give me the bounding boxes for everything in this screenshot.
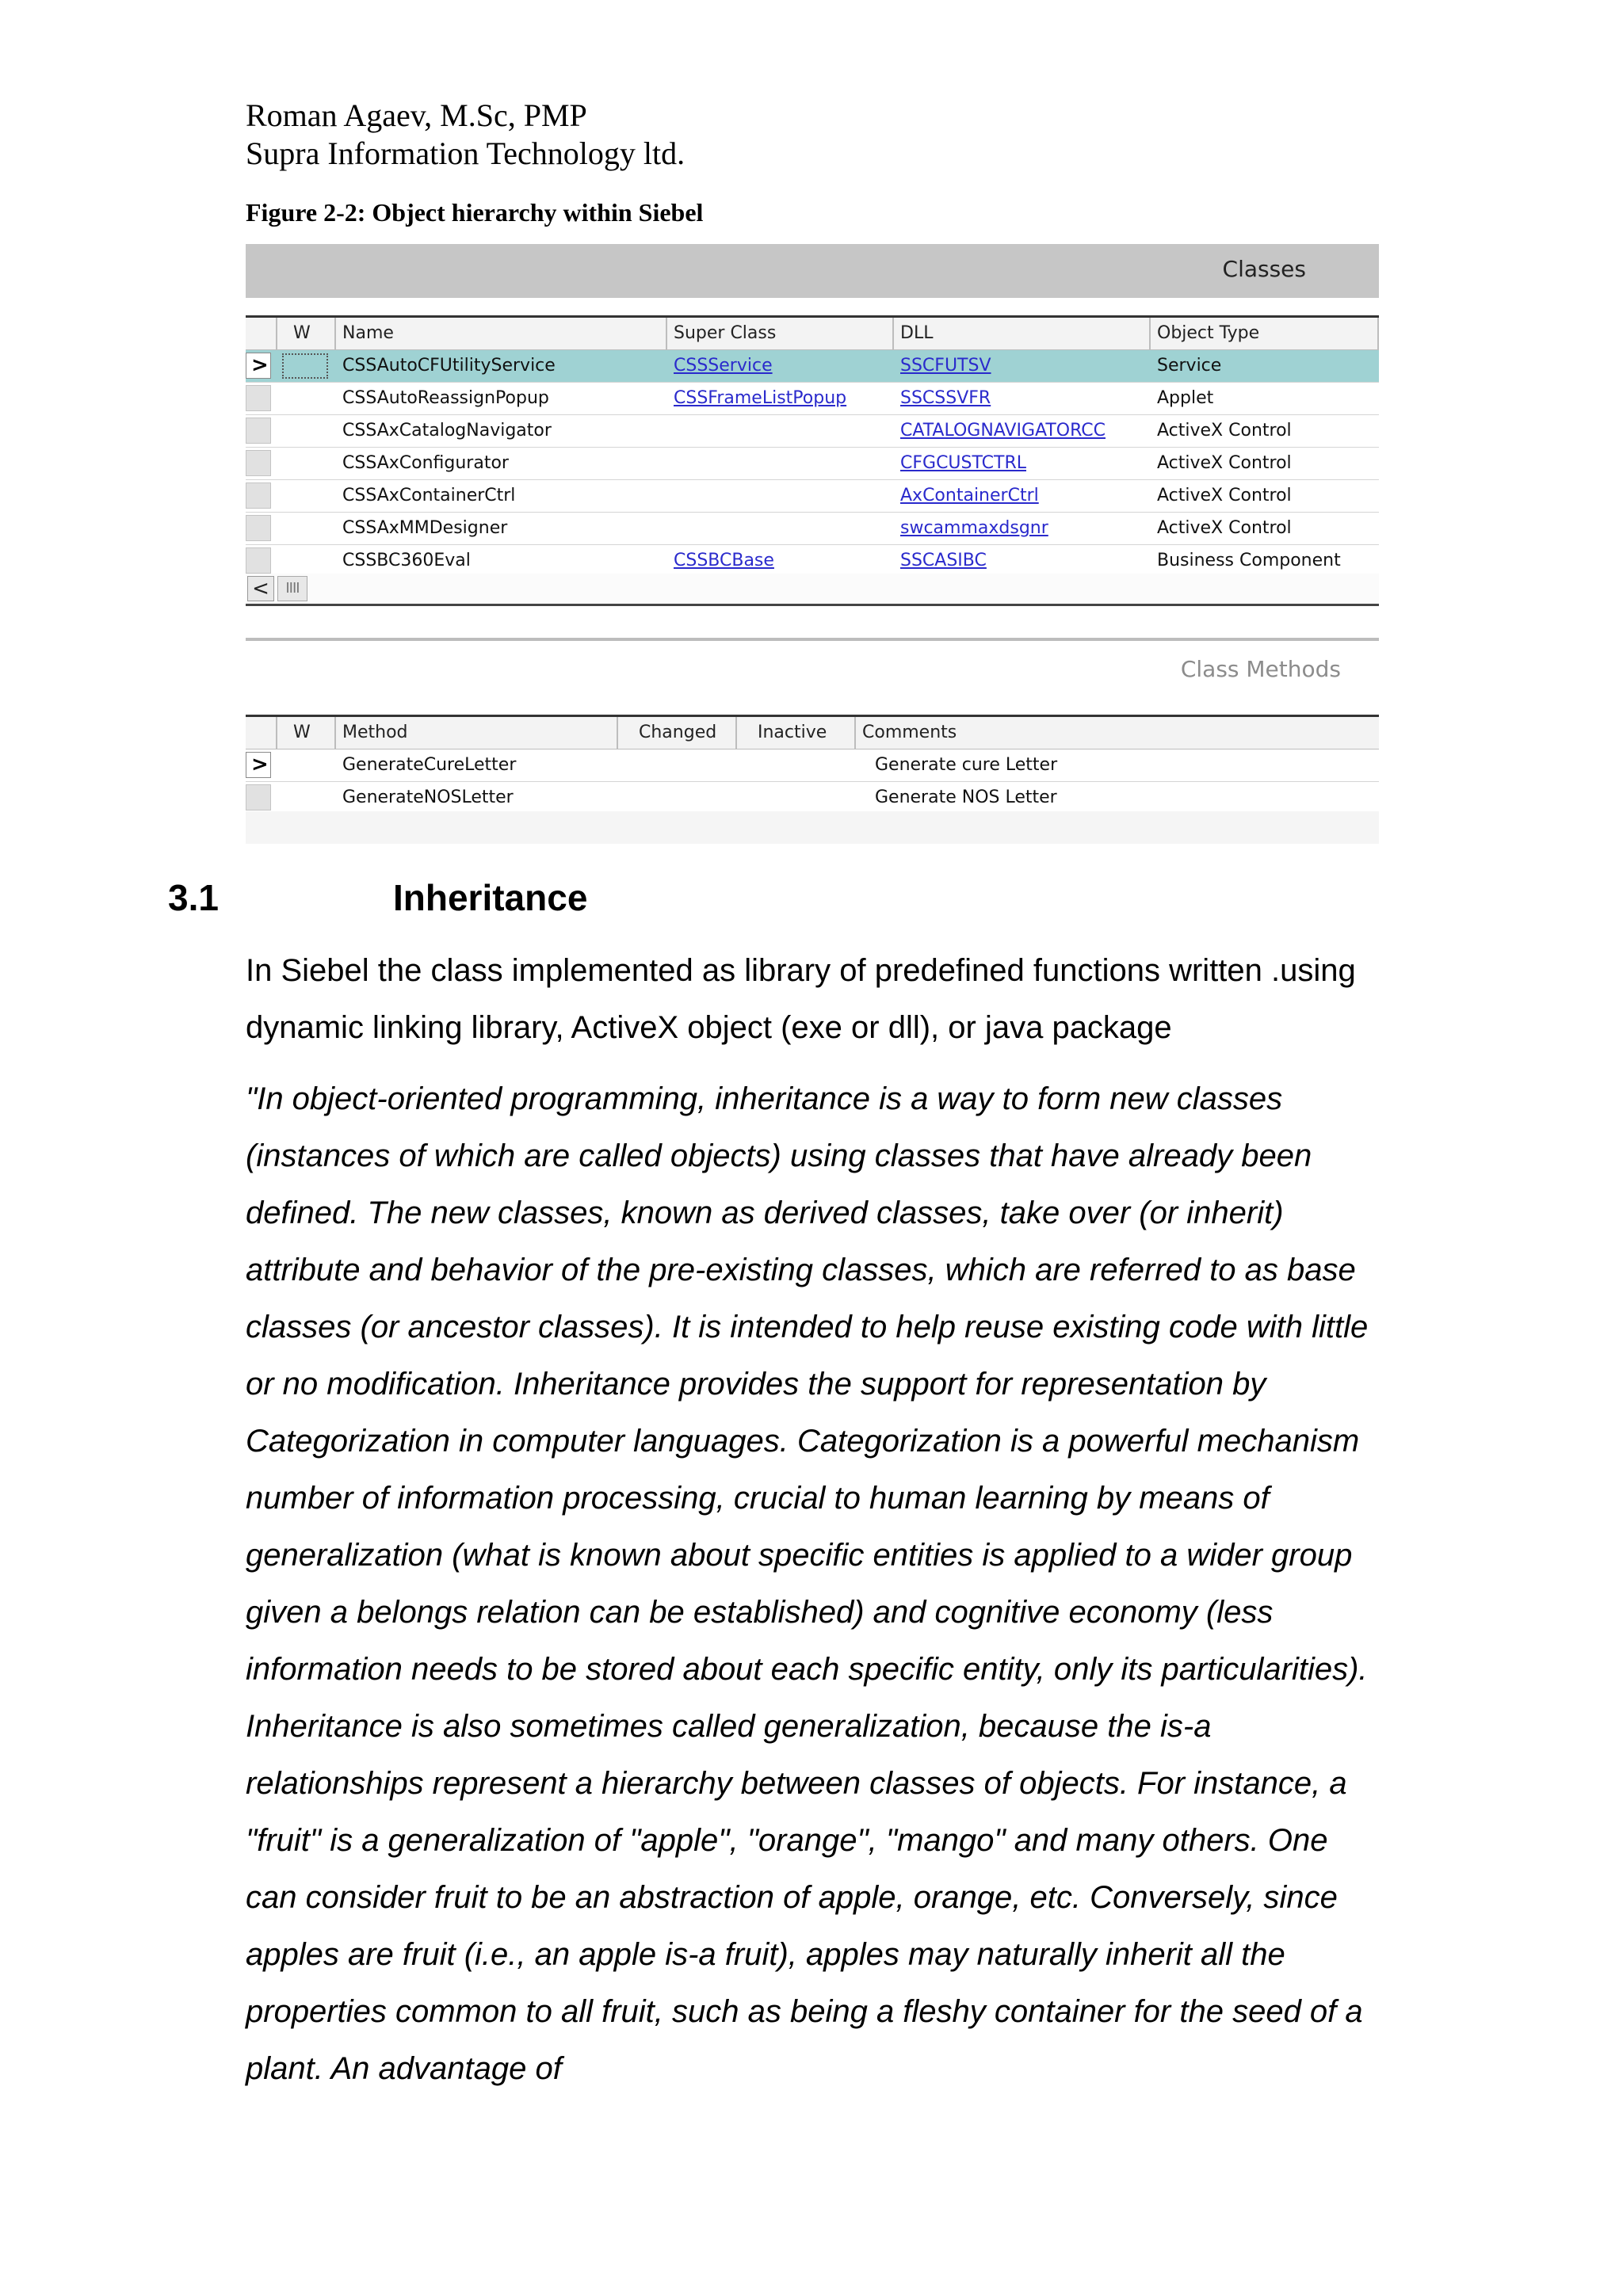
class-name: CSSAutoReassignPopup <box>342 388 549 408</box>
column-header-name[interactable]: Name <box>336 318 667 349</box>
column-header-dll[interactable]: DLL <box>894 318 1151 349</box>
class-name: CSSAxConfigurator <box>342 453 509 473</box>
table-row[interactable] <box>246 513 1379 545</box>
object-type: Business Component <box>1157 551 1341 570</box>
row-selector[interactable] <box>246 482 271 509</box>
scroll-thumb[interactable]: IIII <box>277 576 307 601</box>
object-type: ActiveX Control <box>1157 486 1292 505</box>
super-class-link[interactable] <box>667 448 894 479</box>
dll-link[interactable]: AxContainerCtrl <box>900 486 1039 505</box>
row-selector[interactable] <box>246 752 271 778</box>
class-name: CSSAxMMDesigner <box>342 518 508 538</box>
object-type: Service <box>1157 356 1222 376</box>
super-class-link[interactable]: CSSBCBase <box>674 551 774 570</box>
horizontal-scrollbar[interactable] <box>246 574 1379 606</box>
classes-applet-title: Classes <box>1222 256 1306 282</box>
section-title: Inheritance <box>393 877 588 918</box>
column-header-super-class[interactable]: Super Class <box>667 318 894 349</box>
section-number: 3.1 <box>168 877 219 918</box>
class-name: CSSBC360Eval <box>342 551 471 570</box>
dll-link[interactable]: CATALOGNAVIGATORCC <box>900 421 1106 441</box>
column-header-w[interactable]: W <box>277 318 336 349</box>
super-class-link[interactable] <box>667 480 894 512</box>
object-type: ActiveX Control <box>1157 518 1292 538</box>
methods-header-row <box>246 717 1379 749</box>
intro-paragraph: In Siebel the class implemented as library of predefined functions written .using dynamic linking library, ActiveX object (exe or dll), or java package <box>246 953 1356 1045</box>
siebel-screenshot <box>246 244 1379 844</box>
scroll-left-icon[interactable]: < <box>247 576 274 601</box>
super-class-link[interactable]: CSSService <box>674 356 773 376</box>
inheritance-quote: "In object-oriented programming, inheritance is a way to form new classes (instances of which are called objects) using classes that have already been defined. The new classes, known as derived classes, take over (or inherit) attribute and behavior of the pre-existing classes, which are referred to as base classes (or ancestor classes). It is intended to help reuse existing code with little or no modification. Inheritance provides the support for representation by Categorization in computer languages. Categorization is a powerful mechanism number of information processing, crucial to human learning by means of generalization (what is known about specific entities is applied to a wider group given a belongs relation can be established) and cognitive economy (less information needs to be stored about each specific entity, only its particularities). Inheritance is also sometimes called generalization, because the is-a relationships represent a hierarchy between classes of objects. For instance, a "fruit" is a generalization of "apple", "orange", "mango" and many others. One can consider fruit to be an abstraction of apple, orange, etc. Conversely, since apples are fruit (i.e., an apple is-a fruit), apples may naturally inherit all the properties common to all fruit, such as being a fleshy container for the seed of a plant. An advantage of <box>246 1081 1369 2086</box>
row-selector[interactable] <box>246 418 271 444</box>
table-row[interactable] <box>246 782 1379 814</box>
table-row[interactable] <box>246 749 1379 782</box>
column-header-comments[interactable]: Comments <box>862 723 957 742</box>
class-name: CSSAxContainerCtrl <box>342 486 516 505</box>
classes-applet-title-bar <box>246 244 1379 298</box>
method-name: GenerateCureLetter <box>342 755 517 775</box>
object-type: ActiveX Control <box>1157 453 1292 473</box>
column-header-object-type[interactable]: Object Type <box>1151 318 1379 349</box>
super-class-link[interactable]: CSSFrameListPopup <box>674 388 847 408</box>
classes-header-row <box>246 318 1379 350</box>
column-header-changed[interactable]: Changed <box>618 717 737 749</box>
super-class-link[interactable] <box>667 513 894 544</box>
table-row[interactable] <box>246 415 1379 448</box>
class-name: CSSAxCatalogNavigator <box>342 421 552 441</box>
super-class-link[interactable] <box>667 415 894 447</box>
class-methods-title: Class Methods <box>1180 656 1341 682</box>
dll-link[interactable]: SSCASIBC <box>900 551 987 570</box>
object-type: Applet <box>1157 388 1214 408</box>
classes-grid <box>246 315 1379 578</box>
chevron-right-icon: > <box>251 353 269 377</box>
table-row[interactable] <box>246 480 1379 513</box>
table-row[interactable] <box>246 545 1379 578</box>
w-cell-focus <box>282 353 328 379</box>
row-selector[interactable] <box>246 385 271 411</box>
applet-divider <box>246 638 1379 641</box>
company-line: Supra Information Technology ltd. <box>246 135 685 171</box>
dll-link[interactable]: swcammaxdsgnr <box>900 518 1048 538</box>
table-row[interactable] <box>246 448 1379 480</box>
dll-link[interactable]: SSCFUTSV <box>900 356 991 376</box>
row-selector[interactable] <box>246 547 271 574</box>
methods-applet-footer <box>246 811 1379 844</box>
row-selector[interactable] <box>246 450 271 476</box>
class-name: CSSAutoCFUtilityService <box>342 356 556 376</box>
column-header-inactive[interactable]: Inactive <box>737 717 856 749</box>
dll-link[interactable]: SSCSSVFR <box>900 388 991 408</box>
method-name: GenerateNOSLetter <box>342 788 514 807</box>
object-type: ActiveX Control <box>1157 421 1292 441</box>
row-selector[interactable] <box>246 353 271 379</box>
method-comment: Generate cure Letter <box>875 755 1058 775</box>
author-line: Roman Agaev, M.Sc, PMP <box>246 97 587 133</box>
column-header-w[interactable]: W <box>277 717 336 749</box>
column-header-method[interactable]: Method <box>336 717 618 749</box>
class-methods-grid <box>246 715 1379 814</box>
table-row[interactable] <box>246 383 1379 415</box>
chevron-right-icon: > <box>251 753 269 776</box>
figure-caption: Figure 2-2: Object hierarchy within Siebel <box>246 198 704 227</box>
table-row[interactable] <box>246 350 1379 383</box>
row-selector[interactable] <box>246 784 271 810</box>
dll-link[interactable]: CFGCUSTCTRL <box>900 453 1026 473</box>
row-selector[interactable] <box>246 515 271 541</box>
method-comment: Generate NOS Letter <box>875 788 1057 807</box>
